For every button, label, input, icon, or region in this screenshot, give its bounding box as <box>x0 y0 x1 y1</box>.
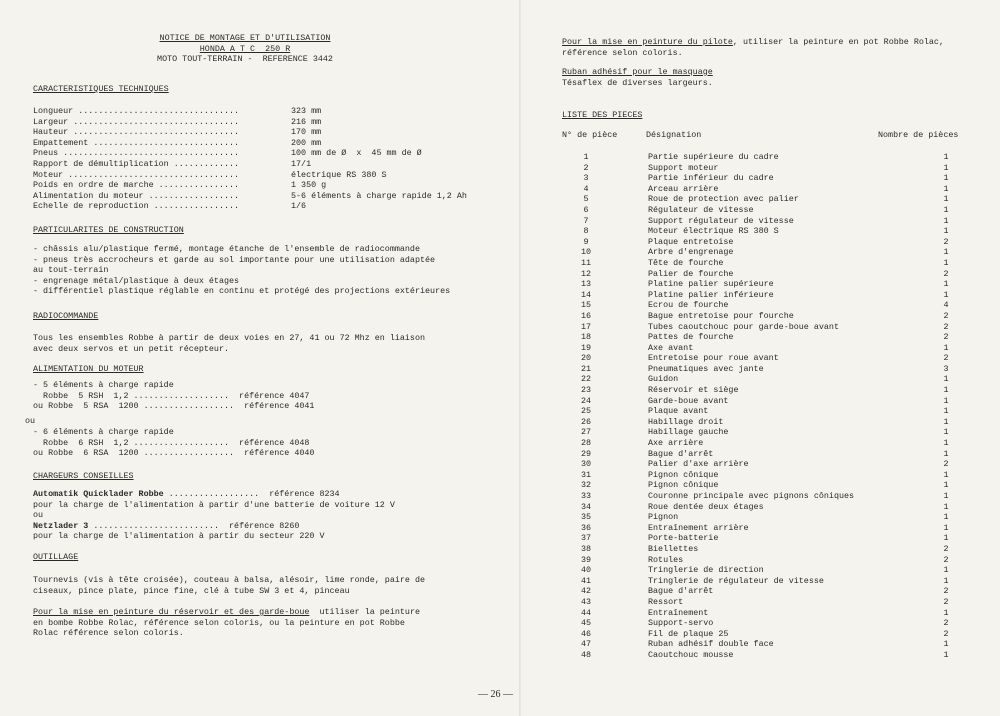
construction-line: - différentiel plastique réglable en continu et protégé des projections extérieures <box>33 286 451 297</box>
part-number: 34 <box>580 501 592 512</box>
part-quantity: 1 <box>943 289 949 300</box>
construction-heading: PARTICULARITES DE CONSTRUCTION <box>33 225 184 235</box>
power-line: ou Robbe 6 RSA 1200 .................. référence 4040 <box>33 448 315 459</box>
part-quantity: 1 <box>943 152 949 162</box>
part-number: 18 <box>580 332 592 343</box>
part-number: 31 <box>580 469 592 480</box>
parts-row <box>562 290 976 301</box>
part-designation: Habillage gauche <box>648 427 729 438</box>
spec-row <box>33 127 322 138</box>
part-designation: Réservoir et siège <box>648 385 739 396</box>
parts-row <box>562 544 976 555</box>
spec-row <box>33 180 327 191</box>
parts-row <box>562 163 976 174</box>
power-line: Robbe 6 RSH 1,2 ................... référence 4048 <box>33 437 310 448</box>
construction-line: - engrenage métal/plastique à deux étages <box>33 275 240 286</box>
part-number: 35 <box>580 512 592 523</box>
charger-name: Netzlader 3 <box>33 520 89 531</box>
part-number: 36 <box>580 522 592 533</box>
parts-row <box>562 608 976 619</box>
right-page <box>520 0 1000 716</box>
part-designation: Couronne principale avec pignons côniques <box>648 491 855 501</box>
part-number: 9 <box>583 236 589 247</box>
part-designation: Roue de protection avec palier <box>648 194 799 205</box>
part-designation: Habillage droit <box>648 416 724 427</box>
part-number: 13 <box>580 279 592 290</box>
part-number: 47 <box>580 639 592 650</box>
part-designation: Biellettes <box>648 543 699 554</box>
parts-row <box>562 480 976 491</box>
parts-row <box>562 258 976 269</box>
part-number: 46 <box>580 628 592 639</box>
parts-row <box>562 438 976 449</box>
part-quantity: 1 <box>943 385 949 396</box>
part-designation: Moteur électrique RS 380 S <box>648 226 779 237</box>
paint-text <box>33 607 420 639</box>
radio-heading: RADIOCOMMANDE <box>33 311 99 321</box>
part-designation: Pignon cônique <box>648 480 719 491</box>
part-designation: Guidon <box>648 374 679 385</box>
part-designation: Entraînement <box>648 607 709 618</box>
charger-ref: ......................... référence 8260 <box>88 520 300 531</box>
part-number: 3 <box>583 173 589 184</box>
part-quantity: 2 <box>943 543 949 554</box>
parts-row <box>562 629 976 640</box>
part-quantity: 1 <box>943 491 949 501</box>
part-quantity: 2 <box>943 332 949 343</box>
part-number: 2 <box>583 162 589 173</box>
spec-row <box>33 137 322 149</box>
col-name-header: Désignation <box>646 130 702 140</box>
spec-row <box>33 190 467 202</box>
specs-heading: CARACTERISTIQUES TECHNIQUES <box>33 84 169 94</box>
part-designation: Régulateur de vitesse <box>648 204 754 215</box>
spec-dots: .................................. <box>63 169 240 180</box>
part-quantity: 1 <box>943 257 949 268</box>
tape-text: Tésaflex de diverses largeurs. <box>562 77 713 88</box>
part-number: 11 <box>580 257 592 268</box>
spec-row <box>33 148 422 159</box>
parts-row <box>562 374 976 385</box>
chargers-heading: CHARGEURS CONSEILLES <box>33 471 134 481</box>
parts-row <box>562 618 976 629</box>
part-designation: Ressort <box>648 596 684 607</box>
spec-row <box>33 106 322 117</box>
part-number: 15 <box>580 300 592 311</box>
part-quantity: 1 <box>943 427 949 438</box>
part-number: 12 <box>580 268 592 279</box>
part-number: 27 <box>580 427 592 438</box>
spec-value: 100 mm de Ø x 45 mm de Ø <box>291 148 422 159</box>
part-designation: Palier de fourche <box>648 268 734 279</box>
spec-label: Hauteur <box>33 127 69 138</box>
parts-row <box>562 523 976 534</box>
part-designation: Rotules <box>648 554 684 565</box>
power-line: - 5 éléments à charge rapide <box>33 380 174 390</box>
part-number: 29 <box>580 448 592 459</box>
parts-row <box>562 205 976 216</box>
spec-value: 17/1 <box>291 159 312 169</box>
parts-row <box>562 470 976 481</box>
part-designation: Axe avant <box>648 342 694 353</box>
title-line-3: MOTO TOUT-TERRAIN - REFERENCE 3442 <box>157 54 333 65</box>
power-line: ou Robbe 5 RSA 1200 .................. référence 4041 <box>33 401 315 412</box>
part-number: 28 <box>580 438 592 449</box>
parts-row <box>562 353 976 364</box>
part-number: 5 <box>583 194 589 205</box>
radio-line: avec deux servos et un petit récepteur. <box>33 343 230 354</box>
parts-row <box>562 247 976 258</box>
pilot-lead: Pour la mise en peinture du pilote <box>562 37 733 47</box>
parts-row <box>562 184 976 195</box>
part-designation: Fil de plaque 25 <box>648 628 729 639</box>
power-options-5 <box>33 380 314 412</box>
part-number: 20 <box>580 353 592 364</box>
parts-row <box>562 555 976 566</box>
charger-or: ou <box>33 510 44 521</box>
tools-heading: OUTILLAGE <box>33 552 79 562</box>
part-number: 41 <box>580 575 592 586</box>
part-number: 37 <box>580 533 592 544</box>
parts-row <box>562 322 976 333</box>
part-quantity: 1 <box>943 469 949 480</box>
part-quantity: 1 <box>943 226 949 237</box>
part-number: 17 <box>580 321 592 332</box>
parts-row <box>562 491 976 502</box>
part-number: 1 <box>583 152 589 162</box>
parts-row <box>562 173 976 184</box>
spec-label: Alimentation du moteur <box>33 190 144 201</box>
part-number: 8 <box>583 226 589 237</box>
parts-row <box>562 427 976 438</box>
part-quantity: 1 <box>943 438 949 449</box>
part-number: 25 <box>580 406 592 417</box>
part-number: 38 <box>580 543 592 554</box>
part-quantity: 1 <box>943 215 949 226</box>
part-quantity: 1 <box>943 448 949 459</box>
part-quantity: 1 <box>943 395 949 406</box>
part-designation: Support régulateur de vitesse <box>648 215 794 226</box>
radio-text <box>33 333 425 354</box>
power-line: - 6 éléments à charge rapide <box>33 427 174 437</box>
part-designation: Bague d'arrêt <box>648 586 714 597</box>
part-number: 45 <box>580 618 592 629</box>
spec-row <box>33 169 387 181</box>
part-number: 44 <box>580 607 592 618</box>
spec-dots: ............. <box>168 159 240 169</box>
parts-row <box>562 194 976 205</box>
charger-desc: pour la charge de l'alimentation à partir du secteur 220 V <box>33 531 325 542</box>
spec-dots: ................................ <box>73 106 240 116</box>
part-quantity: 1 <box>943 533 949 544</box>
spec-dots: ................................. <box>68 116 240 127</box>
part-quantity: 4 <box>943 300 949 311</box>
parts-row <box>562 237 976 248</box>
part-number: 22 <box>580 374 592 385</box>
parts-row <box>562 406 976 417</box>
part-number: 19 <box>580 342 592 353</box>
spec-label: Largeur <box>33 116 69 127</box>
part-designation: Palier d'axe arrière <box>648 459 749 470</box>
part-quantity: 3 <box>943 363 949 374</box>
spec-value: électrique RS 380 S <box>291 169 387 180</box>
spec-row <box>33 201 307 212</box>
parts-row <box>562 449 976 460</box>
parts-row <box>562 269 976 280</box>
part-quantity: 1 <box>943 173 949 184</box>
charger-desc: pour la charge de l'alimentation à partir d'une batterie de voiture 12 V <box>33 499 395 510</box>
spec-dots: ................................. <box>68 127 240 138</box>
parts-row <box>562 650 976 661</box>
part-designation: Partie supérieure du cadre <box>648 152 779 162</box>
parts-row <box>562 364 976 375</box>
part-quantity: 1 <box>943 512 949 523</box>
part-quantity: 1 <box>943 607 949 618</box>
tools-text <box>33 575 425 596</box>
spec-row <box>33 159 312 170</box>
parts-row <box>562 226 976 237</box>
part-number: 32 <box>580 480 592 491</box>
pilot-line: référence selon coloris. <box>562 47 683 58</box>
spec-label: Echelle de reproduction <box>33 201 149 212</box>
part-quantity: 2 <box>943 618 949 629</box>
tools-line: ciseaux, pince plate, pince fine, clé à tube SW 3 et 4, pinceau <box>33 585 350 596</box>
spec-value: 200 mm <box>291 137 322 148</box>
part-quantity: 1 <box>943 406 949 417</box>
parts-row <box>562 586 976 597</box>
parts-row <box>562 417 976 428</box>
part-designation: Platine palier supérieure <box>648 279 774 290</box>
part-number: 21 <box>580 363 592 374</box>
part-quantity: 2 <box>943 268 949 279</box>
part-designation: Axe arrière <box>648 438 704 449</box>
part-quantity: 2 <box>943 236 949 247</box>
construction-line: - pneus très accrocheurs et garde au sol importante pour une utilisation adaptée <box>33 254 436 265</box>
part-designation: Arceau arrière <box>648 183 719 194</box>
title-line-1: NOTICE DE MONTAGE ET D'UTILISATION <box>159 33 331 43</box>
tools-line: Tournevis (vis à tête croisée), couteau à balsa, alésoir, lime ronde, paire de <box>33 575 426 585</box>
spec-value: 1 350 g <box>291 180 327 191</box>
spec-value: 216 mm <box>291 116 322 127</box>
part-designation: Pignon <box>648 512 679 523</box>
part-number: 26 <box>580 416 592 427</box>
part-designation: Ruban adhésif double face <box>648 639 774 650</box>
part-designation: Pneumatiques avec jante <box>648 363 764 374</box>
parts-row <box>562 459 976 470</box>
pilot-paint-text <box>562 37 944 58</box>
part-quantity: 1 <box>943 247 949 258</box>
spec-dots: ................................... <box>58 148 240 159</box>
part-quantity: 1 <box>943 416 949 427</box>
parts-row <box>562 512 976 523</box>
spec-value: 5-6 éléments à charge rapide 1,2 Ah <box>291 190 467 201</box>
part-number: 40 <box>580 565 592 576</box>
part-designation: Pattes de fourche <box>648 332 734 343</box>
part-designation: Support-servo <box>648 618 714 629</box>
spec-dots: ................ <box>153 180 240 191</box>
paint-lead: Pour la mise en peinture du réservoir et des garde-boue <box>33 607 310 617</box>
part-quantity: 1 <box>943 183 949 194</box>
parts-heading: LISTE DES PIECES <box>562 110 643 120</box>
col-qty-header: Nombre de pièces <box>878 130 959 140</box>
part-designation: Bague d'arrêt <box>648 448 714 459</box>
part-number: 43 <box>580 596 592 607</box>
spec-label: Rapport de démultiplication <box>33 159 169 169</box>
power-heading: ALIMENTATION DU MOTEUR <box>33 364 144 374</box>
parts-row <box>562 343 976 354</box>
part-quantity: 2 <box>943 321 949 332</box>
part-designation: Plaque avant <box>648 406 709 417</box>
part-quantity: 1 <box>943 522 949 533</box>
parts-row <box>562 639 976 650</box>
part-quantity: 2 <box>943 628 949 639</box>
parts-row <box>562 576 976 587</box>
part-number: 48 <box>580 649 592 660</box>
part-designation: Entretoise pour roue avant <box>648 353 779 364</box>
part-quantity: 2 <box>943 353 949 364</box>
part-designation: Caoutchouc mousse <box>648 649 734 660</box>
parts-row <box>562 533 976 544</box>
part-designation: Partie inférieur du cadre <box>648 173 774 184</box>
tape-block <box>562 67 713 88</box>
chargers-list <box>33 489 395 542</box>
part-designation: Platine palier inférieure <box>648 289 774 300</box>
part-quantity: 2 <box>943 459 949 470</box>
power-line: Robbe 5 RSH 1,2 ................... référence 4047 <box>33 390 310 401</box>
part-designation: Ecrou de fourche <box>648 300 729 311</box>
spec-dots: .................. <box>143 190 240 201</box>
part-number: 24 <box>580 395 592 406</box>
part-designation: Tubes caoutchouc pour garde-boue avant <box>648 321 839 332</box>
part-designation: Support moteur <box>648 162 719 173</box>
part-number: 16 <box>580 310 592 321</box>
parts-table <box>562 152 976 661</box>
paint-rest: utiliser la peinture <box>309 607 420 617</box>
part-number: 10 <box>580 247 592 258</box>
part-quantity: 2 <box>943 596 949 607</box>
part-designation: Bague entretoise pour fourche <box>648 310 794 321</box>
spec-value: 323 mm <box>291 106 322 116</box>
part-designation: Roue dentée deux étages <box>648 501 764 512</box>
spec-label: Moteur <box>33 169 64 180</box>
part-designation: Arbre d'engrenage <box>648 247 734 258</box>
spec-dots: ................. <box>148 201 240 212</box>
part-designation: Tringlerie de direction <box>648 565 764 576</box>
col-num-header: N° de pièce <box>562 130 618 140</box>
parts-row <box>562 216 976 227</box>
part-number: 14 <box>580 289 592 300</box>
spec-label: Empattement <box>33 137 89 148</box>
part-quantity: 1 <box>943 374 949 385</box>
part-number: 39 <box>580 554 592 565</box>
part-designation: Entraînement arrière <box>648 522 749 533</box>
part-quantity: 1 <box>943 342 949 353</box>
part-number: 23 <box>580 385 592 396</box>
parts-row <box>562 396 976 407</box>
pilot-rest: , utiliser la peinture en pot Robbe Rolac, <box>732 37 944 47</box>
part-designation: Plaque entretoise <box>648 236 734 247</box>
document-title <box>155 33 335 65</box>
parts-row <box>562 152 976 163</box>
part-number: 33 <box>580 491 592 501</box>
power-options-6 <box>33 427 314 459</box>
parts-row <box>562 385 976 396</box>
part-number: 6 <box>583 204 589 215</box>
part-quantity: 1 <box>943 575 949 586</box>
part-designation: Tête de fourche <box>648 257 724 268</box>
part-number: 4 <box>583 183 589 194</box>
spec-dots: ............................. <box>88 137 240 148</box>
part-quantity: 1 <box>943 162 949 173</box>
parts-row <box>562 311 976 322</box>
parts-row <box>562 565 976 576</box>
part-quantity: 2 <box>943 310 949 321</box>
part-designation: Tringlerie de régulateur de vitesse <box>648 575 824 586</box>
parts-row <box>562 502 976 513</box>
spec-label: Longueur <box>33 106 74 116</box>
construction-list <box>33 244 450 297</box>
charger-name: Automatik Quicklader Robbe <box>33 489 164 499</box>
construction-line: au tout-terrain <box>33 265 109 276</box>
part-quantity: 2 <box>943 586 949 597</box>
part-quantity: 1 <box>943 480 949 491</box>
parts-row <box>562 279 976 290</box>
part-quantity: 1 <box>943 204 949 215</box>
parts-row <box>562 300 976 311</box>
paint-line: en bombe Robbe Rolac, référence selon coloris, ou la peinture en pot Robbe <box>33 617 405 628</box>
parts-row <box>562 332 976 343</box>
spec-row <box>33 116 322 128</box>
part-quantity: 2 <box>943 554 949 565</box>
part-number: 7 <box>583 215 589 226</box>
part-quantity: 1 <box>943 194 949 205</box>
page-number: — 26 — <box>478 689 513 700</box>
part-quantity: 1 <box>943 279 949 290</box>
part-number: 42 <box>580 586 592 597</box>
charger-ref: .................. référence 8234 <box>163 489 340 499</box>
part-number: 30 <box>580 459 592 470</box>
power-or: ou <box>25 416 36 426</box>
tape-heading: Ruban adhésif pour le masquage <box>562 67 713 77</box>
spec-label: Pneus <box>33 148 59 159</box>
part-quantity: 1 <box>943 501 949 512</box>
radio-line: Tous les ensembles Robbe à partir de deux voies en 27, 41 ou 72 Mhz en liaison <box>33 333 426 343</box>
spec-value: 1/6 <box>291 201 307 212</box>
paint-line: Rolac référence selon coloris. <box>33 628 184 639</box>
parts-row <box>562 597 976 608</box>
part-quantity: 1 <box>943 639 949 650</box>
spec-label: Poids en ordre de marche <box>33 180 154 191</box>
part-quantity: 1 <box>943 649 949 660</box>
part-designation: Pignon cônique <box>648 469 719 480</box>
part-designation: Garde-boue avant <box>648 395 729 406</box>
title-line-2: HONDA A T C 250 R <box>199 43 291 54</box>
part-quantity: 1 <box>943 565 949 576</box>
part-designation: Porte-batterie <box>648 533 719 544</box>
spec-value: 170 mm <box>291 127 322 138</box>
construction-line: - châssis alu/plastique fermé, montage étanche de l'ensemble de radiocommande <box>33 244 420 254</box>
